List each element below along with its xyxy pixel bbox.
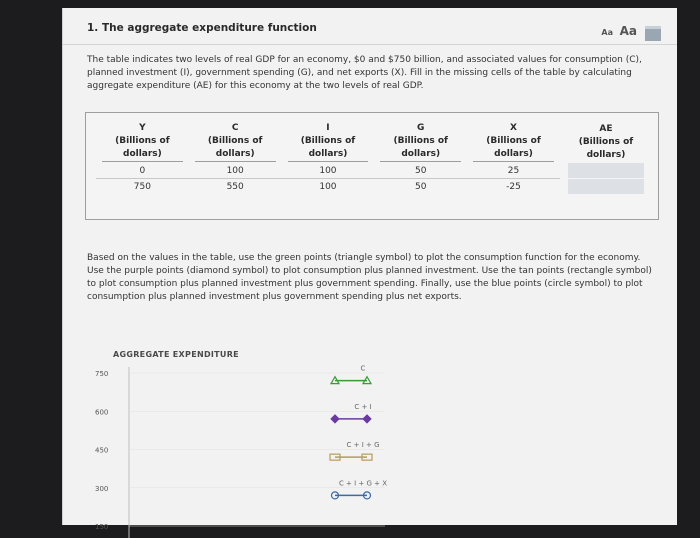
series-label: C [360,364,366,373]
table-row [96,163,652,179]
series-label: C + I + G [346,441,380,450]
print-icon[interactable] [645,26,661,41]
table-cell: 0 [96,163,189,179]
col-header-l1: (Billions of [115,136,170,146]
table-cell: 25 [467,163,560,179]
col-header-i [282,121,375,163]
col-header-l2: dollars) [215,149,255,159]
col-header-ae [560,121,652,163]
col-header-sym: C [231,123,239,133]
table-cell: 50 [374,163,467,179]
diamond-point[interactable] [331,415,339,423]
table-cell: 100 [189,163,282,179]
y-tick-label: 450 [95,446,109,455]
intro-text: The table indicates two levels of real GDP for an economy, $0 and $750 billion, and associated values for consumption (C), planned investment (I), government spending (G), and net exports (X). Fill in the missing cells of the table by calculating aggregate expenditure (AE) for this economy at the two levels of real GDP. [87,55,642,91]
table-cell: 50 [415,181,427,192]
question-header [63,8,677,45]
table-cell: 100 [319,181,337,192]
table-cell: 100 [282,163,375,179]
col-header-y [96,121,189,163]
table-cell: 750 [133,181,151,192]
chart-title: AGGREGATE EXPENDITURE [113,350,239,359]
col-header-l1: (Billions of [393,136,448,146]
col-header-l1: (Billions of [578,136,634,147]
increase-font-button[interactable]: Aa [619,24,637,38]
col-header-sym: G [417,123,425,133]
col-header-sym: I [326,123,330,133]
col-header-c [189,121,282,163]
col-header-l2: dollars) [494,149,533,159]
ae-input-cell[interactable] [560,179,652,195]
col-header-sym: Y [139,123,146,133]
y-tick-label: 150 [95,523,109,531]
col-header-sym: AE [599,123,613,134]
col-header-sym: X [510,123,517,133]
expenditure-table [85,112,659,220]
series-label: C + I [354,402,372,411]
ae-input-cell[interactable] [560,163,652,179]
col-header-l2: dollars) [586,149,626,160]
col-header-l2: dollars) [123,149,162,159]
y-tick-label: 600 [95,408,109,417]
table-cell: 550 [226,181,244,192]
diamond-point[interactable] [363,415,371,423]
col-header-l2: dollars) [401,149,441,159]
table-row [96,179,652,195]
col-header-x [467,121,560,163]
col-header-l1: (Billions of [300,136,356,146]
col-header-l1: (Billions of [207,136,263,146]
table-cell: -25 [506,181,521,192]
chart-canvas[interactable] [85,338,388,538]
series-label: C + I + G + X [338,479,388,488]
y-tick-label: 750 [95,370,109,378]
instructions-text: Based on the values in the table, use the green points (triangle symbol) to plot the consumption function for the economy. Use the purple points (diamond symbol) to plot consumption plus planned investment. Use the tan points (rectangle symbol) to plot consumption plus planned investment plus government spending. Finally, use the blue points (circle symbol) to plot consumption plus planned investment plus government spending plus net exports. [87,253,652,302]
ae-chart [85,338,388,538]
question-panel [62,8,677,531]
y-tick-label: 300 [95,484,109,493]
col-header-l1: (Billions of [486,136,541,146]
col-header-g [374,121,467,163]
question-title: 1. The aggregate expenditure function [87,22,317,34]
col-header-l2: dollars) [308,149,348,159]
decrease-font-button[interactable]: Aa [601,28,613,37]
